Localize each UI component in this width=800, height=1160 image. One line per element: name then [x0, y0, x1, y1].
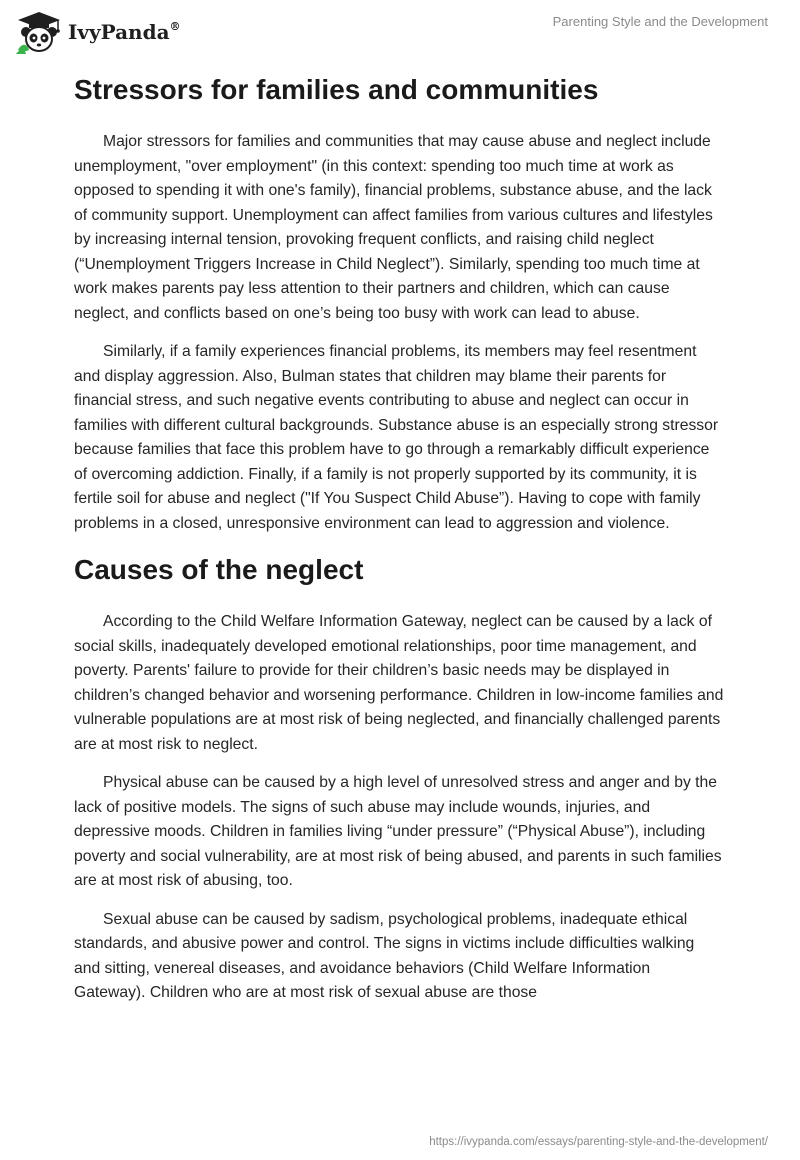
paragraph: Major stressors for families and communities that may cause abuse and neglect include unemployment, "over employment" (in this context: spending too much time at work as opposed to spending it with one's family), financial problems, substance abuse, and the lack of community support. Unemployment can affect families from various cultures and lifestyles by increasing internal tension, provoking frequent conflicts, and raising child neglect (“Unemployment Triggers Increase in Child Neglect”). Similarly, spending too much time at work makes parents pay less attention to their partners and children, which can cause neglect, and conflicts based on one’s being too busy with work can lead to abuse. [74, 133, 713, 322]
paragraph: Physical abuse can be caused by a high level of unresolved stress and anger and by the lack of positive models. The signs of such abuse may include wounds, injuries, and depressive moods. Children in families living “under pressure” (“Physical Abuse”), including poverty and social vulnerability, are at most risk of being abused, and parents in such families are at most risk of abusing, too. [74, 774, 722, 889]
section-heading-causes: Causes of the neglect [74, 554, 364, 585]
article-body [74, 72, 724, 1020]
panda-graduate-icon [14, 10, 64, 54]
source-url-link[interactable]: https://ivypanda.com/essays/parenting-style-and-the-development/ [429, 1136, 768, 1148]
paragraph: Similarly, if a family experiences financial problems, its members may feel resentment and display aggression. Also, Bulman states that children may blame their parents for financial stress, and such negative events contributing to abuse and neglect can occur in families with different cultural backgrounds. Substance abuse is an especially strong stressor because families that face this problem have to go through a remarkably difficult experience of overcoming addiction. Finally, if a family is not properly supported by its community, it is fertile soil for abuse and neglect ("If You Suspect Child Abuse”). Having to cope with family problems in a closed, unresponsive environment can lead to aggression and violence. [74, 343, 719, 532]
page-header [0, 0, 800, 62]
brand-logo[interactable] [14, 10, 181, 54]
brand-name: IvyPanda® [68, 20, 181, 44]
paragraph: Sexual abuse can be caused by sadism, psychological problems, inadequate ethical standards, and abusive power and control. The signs in victims include difficulties walking and sitting, venereal diseases, and avoidance behaviors (Child Welfare Information Gateway). Children who are at most risk of sexual abuse are those [74, 910, 695, 1001]
paragraph: According to the Child Welfare Information Gateway, neglect can be caused by a lack of social skills, inadequately developed emotional relationships, poor time management, and poverty. Parents' failure to provide for their children’s basic needs may be displayed in children’s changed behavior and worsening performance. Children in low-income families and vulnerable populations are at most risk of being neglected, and financially challenged parents are at most risk to neglect. [74, 613, 724, 753]
document-title: Parenting Style and the Development [552, 14, 768, 29]
section-heading-stressors: Stressors for families and communities [74, 74, 599, 105]
